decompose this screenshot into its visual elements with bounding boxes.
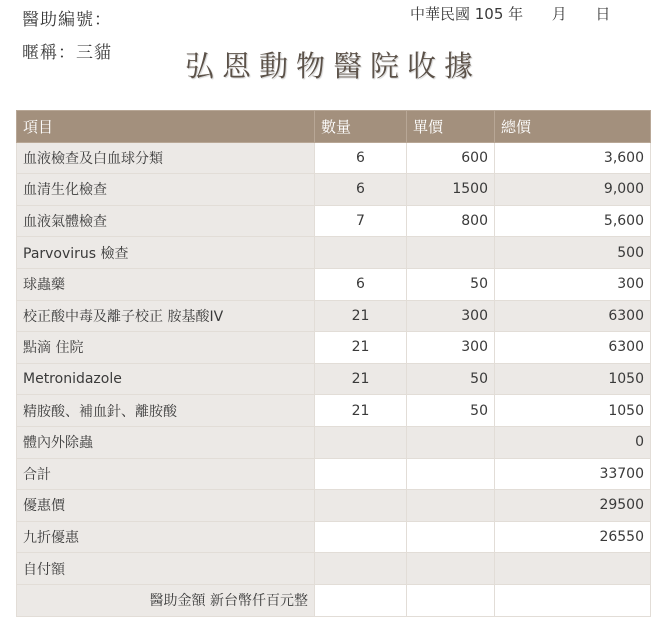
- table-row: [17, 237, 651, 269]
- row-unit-price: 300: [407, 332, 495, 364]
- row-item: 精胺酸、補血針、離胺酸: [17, 395, 315, 427]
- row-quantity: 6: [315, 142, 407, 174]
- row-item: 血清生化檢查: [17, 174, 315, 206]
- row-unit-price: 1500: [407, 174, 495, 206]
- table-row: [17, 426, 651, 458]
- footer-empty-cell: [315, 584, 407, 616]
- footer-empty-cell: [407, 584, 495, 616]
- row-unit-price: 50: [407, 268, 495, 300]
- row-total: 1050: [495, 395, 651, 427]
- column-header-quantity: 數量: [315, 111, 407, 143]
- footer-empty-cell: [495, 584, 651, 616]
- row-quantity: 6: [315, 268, 407, 300]
- row-total: 1050: [495, 363, 651, 395]
- row-unit-price: [407, 237, 495, 269]
- row-item: 合計: [17, 458, 315, 490]
- table-row: [17, 395, 651, 427]
- row-quantity: [315, 553, 407, 585]
- row-item: 自付額: [17, 553, 315, 585]
- table-row: [17, 363, 651, 395]
- table-row: [17, 458, 651, 490]
- row-item: 點滴 住院: [17, 332, 315, 364]
- row-item: Metronidazole: [17, 363, 315, 395]
- row-item: 校正酸中毒及離子校正 胺基酸IV: [17, 300, 315, 332]
- receipt-title: 弘恩動物醫院收據: [185, 49, 482, 83]
- nickname-label: 暱稱：三貓: [22, 43, 112, 63]
- row-quantity: [315, 426, 407, 458]
- row-quantity: 6: [315, 174, 407, 206]
- row-total: 0: [495, 426, 651, 458]
- row-item: Parvovirus 檢查: [17, 237, 315, 269]
- table-row: [17, 205, 651, 237]
- row-item: 球蟲藥: [17, 268, 315, 300]
- row-unit-price: [407, 426, 495, 458]
- row-unit-price: 800: [407, 205, 495, 237]
- row-total: 3,600: [495, 142, 651, 174]
- aid-amount-label: 醫助金額 新台幣仟百元整: [17, 584, 315, 616]
- row-total: 6300: [495, 300, 651, 332]
- table-header-row: [17, 111, 651, 143]
- row-item: 血液檢查及白血球分類: [17, 142, 315, 174]
- row-unit-price: [407, 458, 495, 490]
- row-total: 29500: [495, 490, 651, 522]
- row-quantity: 21: [315, 300, 407, 332]
- row-unit-price: 300: [407, 300, 495, 332]
- row-total: 6300: [495, 332, 651, 364]
- row-quantity: 7: [315, 205, 407, 237]
- table-row: [17, 490, 651, 522]
- row-total: 5,600: [495, 205, 651, 237]
- row-quantity: [315, 237, 407, 269]
- row-total: 33700: [495, 458, 651, 490]
- row-unit-price: [407, 553, 495, 585]
- row-quantity: [315, 490, 407, 522]
- row-unit-price: [407, 521, 495, 553]
- table-row: [17, 268, 651, 300]
- row-total: 300: [495, 268, 651, 300]
- row-total: 500: [495, 237, 651, 269]
- row-item: 優惠價: [17, 490, 315, 522]
- row-unit-price: 50: [407, 395, 495, 427]
- table-row: [17, 521, 651, 553]
- column-header-item: 項目: [17, 111, 315, 143]
- row-item: 血液氣體檢查: [17, 205, 315, 237]
- row-total: [495, 553, 651, 585]
- row-unit-price: 600: [407, 142, 495, 174]
- table-row: [17, 553, 651, 585]
- table-row: [17, 142, 651, 174]
- row-quantity: 21: [315, 332, 407, 364]
- row-item: 九折優惠: [17, 521, 315, 553]
- row-item: 體內外除蟲: [17, 426, 315, 458]
- column-header-total: 總價: [495, 111, 651, 143]
- table-row: [17, 174, 651, 206]
- row-quantity: 21: [315, 363, 407, 395]
- aid-number-label: 醫助編號：: [22, 10, 112, 30]
- row-total: 9,000: [495, 174, 651, 206]
- table-footer-row: [17, 584, 651, 616]
- row-quantity: [315, 521, 407, 553]
- row-quantity: 21: [315, 395, 407, 427]
- column-header-unit-price: 單價: [407, 111, 495, 143]
- row-unit-price: 50: [407, 363, 495, 395]
- row-quantity: [315, 458, 407, 490]
- row-total: 26550: [495, 521, 651, 553]
- row-unit-price: [407, 490, 495, 522]
- table-row: [17, 300, 651, 332]
- table-row: [17, 332, 651, 364]
- date-line: 中華民國 105 年 月 日: [410, 5, 611, 23]
- receipt-table: [16, 110, 651, 617]
